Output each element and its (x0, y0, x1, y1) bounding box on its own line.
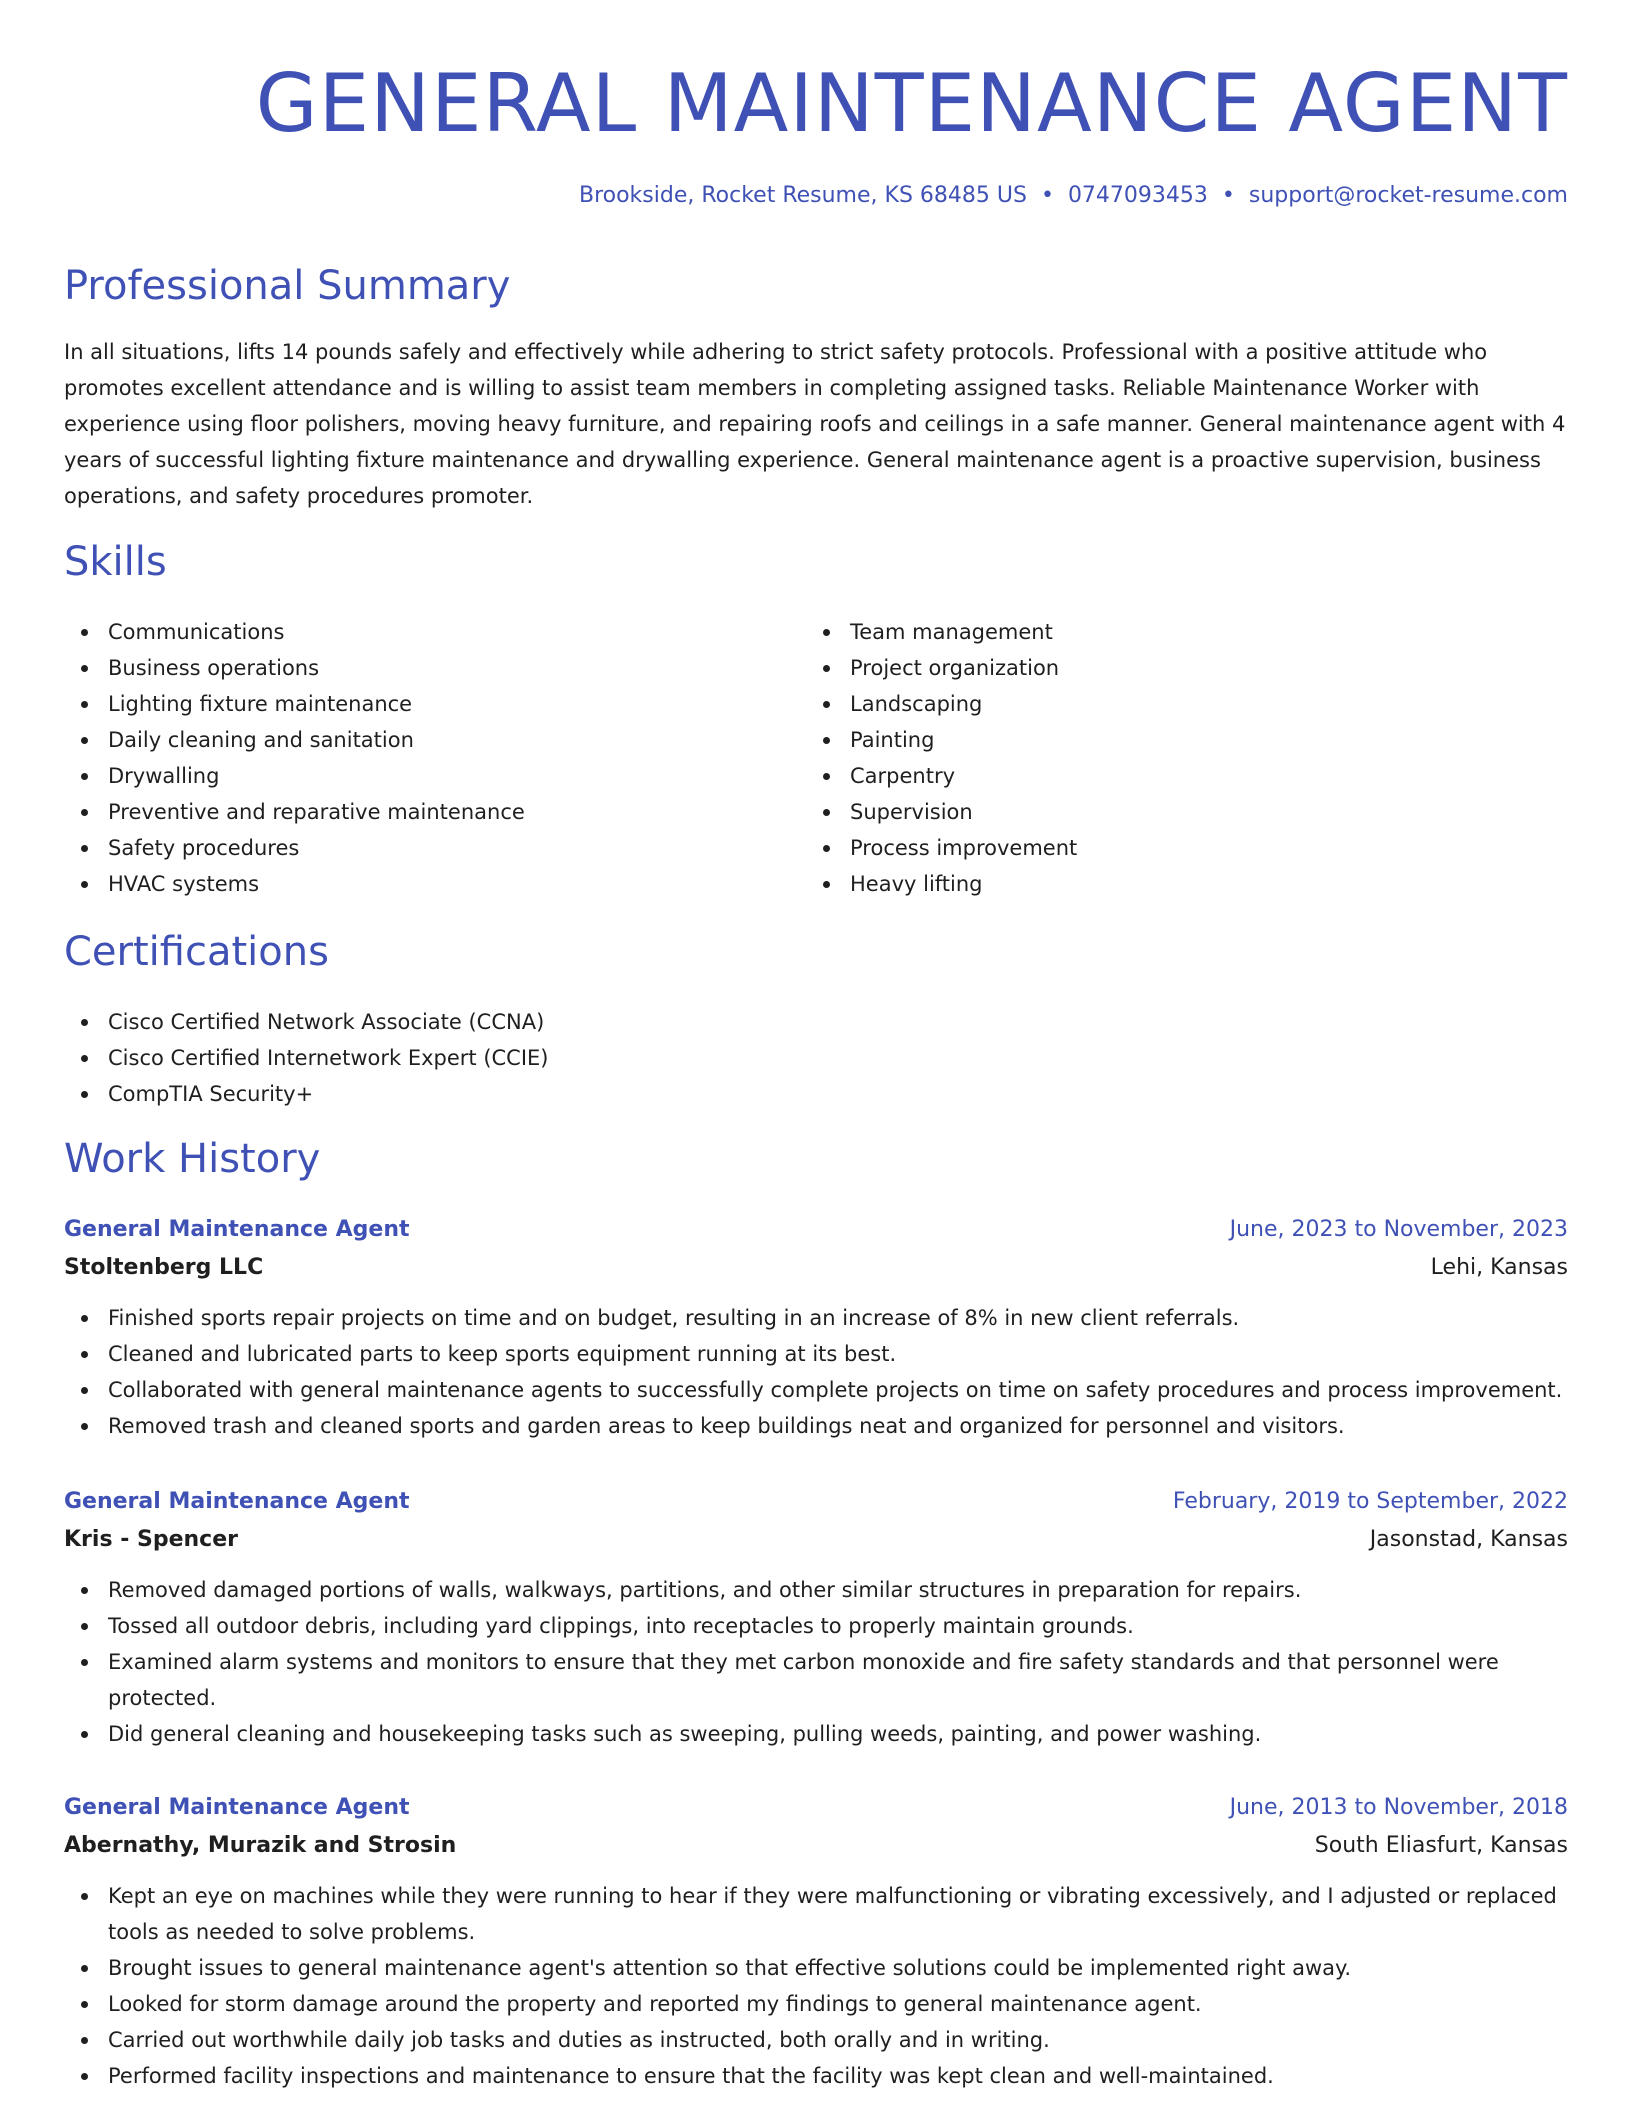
skills-list-right (806, 614, 1506, 902)
skill-item: Painting (806, 722, 1506, 758)
skills-heading: Skills (64, 539, 167, 585)
job-bullet: Cleaned and lubricated parts to keep sports equipment running at its best. (64, 1336, 1568, 1372)
job-bullet: Carried out worthwhile daily job tasks and duties as instructed, both orally and in writing. (64, 2022, 1568, 2058)
job-bullets (64, 1572, 1568, 1752)
job-entry (64, 1212, 1568, 1444)
work-history-heading: Work History (64, 1136, 321, 1182)
skill-item: Supervision (806, 794, 1506, 830)
job-bullet: Finished sports repair projects on time and on budget, resulting in an increase of 8% in new client referrals. (64, 1300, 1568, 1336)
candidate-name: GENERAL MAINTENANCE AGENT (255, 57, 1568, 150)
job-company: Stoltenberg LLC (64, 1255, 264, 1280)
certification-item: Cisco Certified Network Associate (CCNA) (64, 1004, 964, 1040)
summary-heading: Professional Summary (64, 263, 511, 309)
job-title: General Maintenance Agent (64, 1217, 410, 1242)
contact-phone: 0747093453 (1067, 183, 1208, 208)
job-location: Jasonstad, Kansas (1369, 1527, 1568, 1552)
skill-item: Project organization (806, 650, 1506, 686)
skill-item: Communications (64, 614, 764, 650)
job-bullet: Collaborated with general maintenance agents to successfully complete projects on time on safety procedures and process improvement. (64, 1372, 1568, 1408)
job-title: General Maintenance Agent (64, 1489, 410, 1514)
skill-item: Heavy lifting (806, 866, 1506, 902)
job-location: South Eliasfurt, Kansas (1314, 1833, 1568, 1858)
contact-separator: • (1040, 183, 1054, 208)
job-bullet: Did general cleaning and housekeeping tasks such as sweeping, pulling weeds, painting, and power washing. (64, 1716, 1568, 1752)
skill-item: Team management (806, 614, 1506, 650)
job-entry (64, 1484, 1568, 1752)
skill-item: Lighting fixture maintenance (64, 686, 764, 722)
job-dates: June, 2023 to November, 2023 (1229, 1217, 1568, 1242)
job-location: Lehi, Kansas (1430, 1255, 1568, 1280)
job-bullet: Looked for storm damage around the property and reported my findings to general maintenance agent. (64, 1986, 1568, 2022)
certifications-heading: Certifications (64, 929, 329, 975)
skill-item: Daily cleaning and sanitation (64, 722, 764, 758)
job-entry (64, 1790, 1568, 2094)
certifications-list (64, 1004, 964, 1112)
summary-text: In all situations, lifts 14 pounds safely and effectively while adhering to strict safety protocols. Professional with a positive attitude who promotes excellent attendance and is willing to assist team members in completing assigned tasks. Reliable Maintenance Worker with experience using floor polishers, moving heavy furniture, and repairing roofs and ceilings in a safe manner. General maintenance agent with 4 years of successful lighting fixture maintenance and drywalling experience. General maintenance agent is a proactive supervision, business operations, and safety procedures promoter. (64, 340, 1566, 508)
job-dates: June, 2013 to November, 2018 (1229, 1795, 1568, 1820)
skill-item: Safety procedures (64, 830, 764, 866)
skills-list-left (64, 614, 764, 902)
job-dates: February, 2019 to September, 2022 (1172, 1489, 1568, 1514)
contact-line (579, 181, 1568, 211)
job-bullet: Performed facility inspections and maintenance to ensure that the facility was kept clean and well-maintained. (64, 2058, 1568, 2094)
job-bullet: Brought issues to general maintenance agent's attention so that effective solutions could be implemented right away. (64, 1950, 1568, 1986)
job-bullet: Removed damaged portions of walls, walkways, partitions, and other similar structures in preparation for repairs. (64, 1572, 1568, 1608)
skill-item: Preventive and reparative maintenance (64, 794, 764, 830)
job-bullets (64, 1300, 1568, 1444)
job-title: General Maintenance Agent (64, 1795, 410, 1820)
job-company: Kris - Spencer (64, 1527, 238, 1552)
job-bullet: Removed trash and cleaned sports and garden areas to keep buildings neat and organized for personnel and visitors. (64, 1408, 1568, 1444)
skill-item: Drywalling (64, 758, 764, 794)
contact-separator: • (1221, 183, 1235, 208)
skill-item: Process improvement (806, 830, 1506, 866)
certification-item: CompTIA Security+ (64, 1076, 964, 1112)
skill-item: HVAC systems (64, 866, 764, 902)
contact-email: support@rocket-resume.com (1248, 183, 1568, 208)
job-bullets (64, 1878, 1568, 2094)
job-bullet: Tossed all outdoor debris, including yard clippings, into receptacles to properly maintain grounds. (64, 1608, 1568, 1644)
job-company: Abernathy, Murazik and Strosin (64, 1833, 457, 1858)
job-bullet: Examined alarm systems and monitors to ensure that they met carbon monoxide and fire safety standards and that personnel were protected. (64, 1644, 1568, 1716)
contact-address: Brookside, Rocket Resume, KS 68485 US (578, 183, 1027, 208)
skill-item: Landscaping (806, 686, 1506, 722)
skill-item: Business operations (64, 650, 764, 686)
certification-item: Cisco Certified Internetwork Expert (CCIE) (64, 1040, 964, 1076)
skill-item: Carpentry (806, 758, 1506, 794)
job-bullet: Kept an eye on machines while they were running to hear if they were malfunctioning or vibrating excessively, and I adjusted or replaced tools as needed to solve problems. (64, 1878, 1568, 1950)
